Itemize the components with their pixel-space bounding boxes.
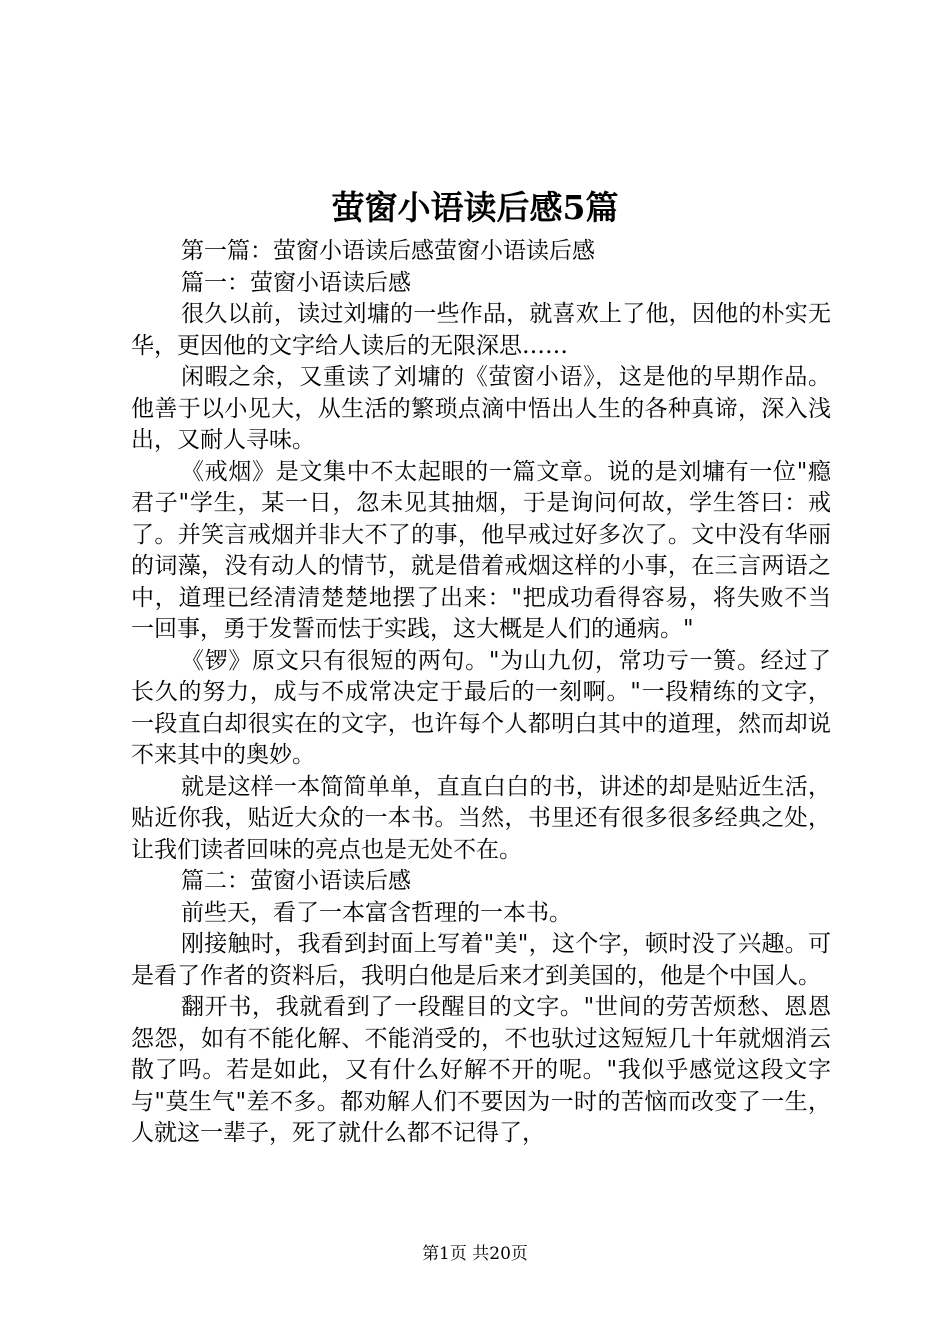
paragraph: 很久以前，读过刘墉的一些作品，就喜欢上了他，因他的朴实无华，更因他的文字给人读后的无限深思…… <box>131 301 831 359</box>
paragraph: 闲暇之余，又重读了刘墉的《萤窗小语》，这是他的早期作品。他善于以小见大，从生活的繁琐点滴中悟出人生的各种真谛，深入浅出，又耐人寻味。 <box>131 364 831 453</box>
paragraph: 刚接触时，我看到封面上写着"美"，这个字，顿时没了兴趣。可是看了作者的资料后，我明白他是后来才到美国的，他是个中国人。 <box>131 931 831 989</box>
paragraph: 《锣》原文只有很短的两句。"为山九仞，常功亏一篑。经过了长久的努力，成与不成常决定于最后的一刻啊。"一段精练的文字，一段直白却很实在的文字，也许每个人都明白其中的道理，然而却说不来其中的奥妙。 <box>131 647 831 768</box>
page-footer: 第1页 共20页 <box>422 1244 528 1264</box>
paragraph: 翻开书，我就看到了一段醒目的文字。"世间的劳苦烦愁、恩恩怨怨，如有不能化解、不能消受的，不也驮过这短短几十年就烟消云散了吗。若是如此，又有什么好解不开的呢。"我似乎感觉这段文字与"莫生气"差不多。都劝解人们不要因为一时的苦恼而改变了一生，人就这一辈子，死了就什么都不记得了， <box>131 994 831 1146</box>
paragraph: 前些天，看了一本富含哲理的一本书。 <box>181 899 572 926</box>
paragraph: 《戒烟》是文集中不太起眼的一篇文章。说的是刘墉有一位"瘾君子"学生，某一日，忽未见其抽烟，于是询问何故，学生答曰：戒了。并笑言戒烟并非大不了的事，他早戒过好多次了。文中没有华丽的词藻，没有动人的情节，就是借着戒烟这样的小事，在三言两语之中，道理已经清清楚楚地摆了出来："把成功看得容易，将失败不当一回事，勇于发誓而怯于实践，这大概是人们的通病。" <box>131 458 831 642</box>
document-title: 萤窗小语读后感5篇 <box>331 188 619 227</box>
article-heading: 篇一：萤窗小语读后感 <box>181 269 411 296</box>
article-heading: 篇二：萤窗小语读后感 <box>181 868 411 894</box>
paragraph: 就是这样一本简简单单，直直白白的书，讲述的却是贴近生活，贴近你我，贴近大众的一本书。当然，书里还有很多很多经典之处，让我们读者回味的亮点也是无处不在。 <box>131 773 831 863</box>
section-heading: 第一篇：萤窗小语读后感萤窗小语读后感 <box>181 238 595 264</box>
document-body <box>131 236 831 1150</box>
